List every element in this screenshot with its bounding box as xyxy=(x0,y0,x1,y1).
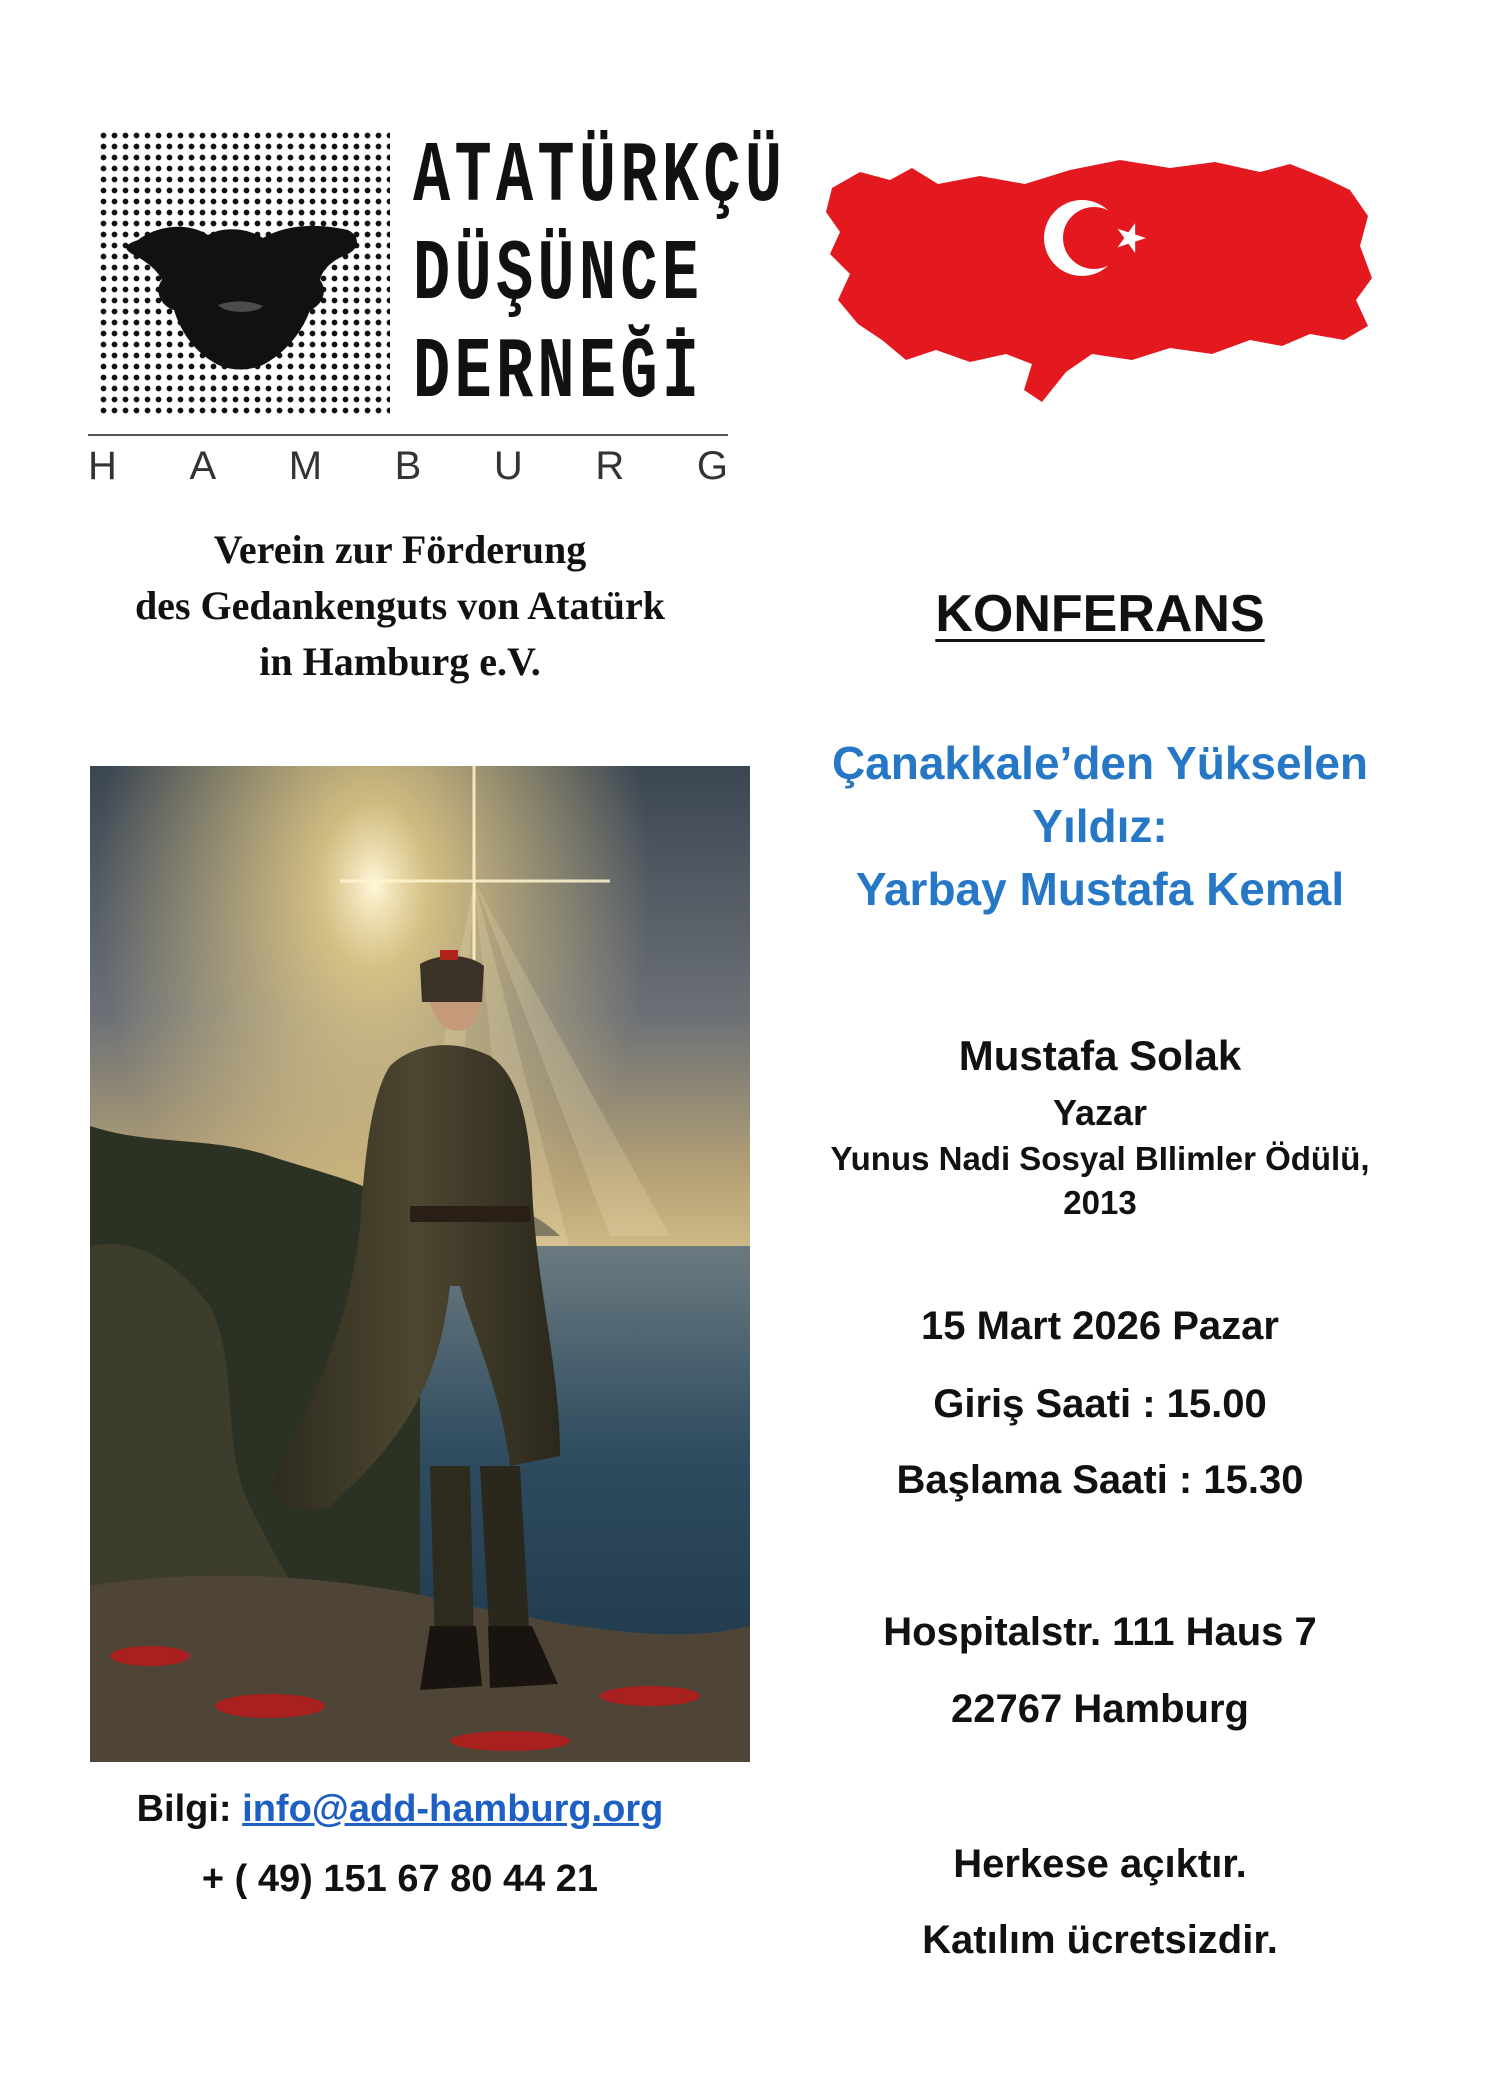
venue-street: Hospitalstr. 111 Haus 7 xyxy=(883,1610,1317,1654)
logo-city-letter: A xyxy=(189,444,217,488)
association-logo xyxy=(88,118,787,490)
talk-title xyxy=(800,732,1400,921)
logo-city-letter: G xyxy=(696,444,728,488)
logo-divider xyxy=(88,434,728,436)
event-date: 15 Mart 2026 Pazar xyxy=(920,1304,1279,1348)
open-to-all-note: Herkese açıktır. xyxy=(953,1842,1247,1886)
logo-city-letter: M xyxy=(288,444,323,488)
soldier-cliff-illustration xyxy=(90,766,750,1762)
talk-title-line-3: Yarbay Mustafa Kemal xyxy=(855,863,1345,915)
logo-city-letter: R xyxy=(595,444,625,488)
start-time: Başlama Saati : 15.30 xyxy=(896,1458,1304,1502)
talk-title-line-2: Yıldız: xyxy=(1032,800,1168,852)
logo-wordmark xyxy=(413,128,787,422)
contact-label: Bilgi: xyxy=(136,1788,232,1830)
logo-city-letter: B xyxy=(394,444,422,488)
contact-email-link[interactable]: info@add-hamburg.org xyxy=(242,1788,664,1830)
ataturk-silhouette-icon xyxy=(98,130,390,418)
crescent-inner xyxy=(1063,207,1125,269)
logo-city-letter: U xyxy=(493,444,523,488)
logo-city xyxy=(88,444,728,489)
contact-phone: + ( 49) 151 67 80 44 21 xyxy=(201,1858,599,1900)
association-name xyxy=(60,522,740,690)
venue-city: 22767 Hamburg xyxy=(951,1687,1249,1731)
association-line-3: in Hamburg e.V. xyxy=(259,639,541,684)
turkey-flag-map xyxy=(820,150,1380,410)
logo-line-3: DERNEĞİ xyxy=(413,324,704,422)
speaker-name: Mustafa Solak xyxy=(958,1032,1242,1079)
conference-heading-text: KONFERANS xyxy=(935,585,1265,643)
award-line-1: Yunus Nadi Sosyal BIlimler Ödülü, xyxy=(830,1140,1370,1177)
award-line-2: 2013 xyxy=(1063,1184,1137,1221)
logo-line-2: DÜŞÜNCE xyxy=(413,226,704,324)
logo-city-letter: H xyxy=(88,444,117,488)
logo-line-1: ATATÜRKÇÜ xyxy=(413,128,787,226)
free-entry-note: Katılım ücretsizdir. xyxy=(922,1918,1278,1962)
contact-info xyxy=(60,1788,740,1831)
association-line-1: Verein zur Förderung xyxy=(213,527,587,572)
entry-time: Giriş Saati : 15.00 xyxy=(933,1382,1267,1426)
talk-title-line-1: Çanakkale’den Yükselen xyxy=(831,737,1369,789)
speaker-role: Yazar xyxy=(1052,1092,1148,1133)
conference-heading xyxy=(800,584,1400,644)
association-line-2: des Gedankenguts von Atatürk xyxy=(134,583,666,628)
speaker-award xyxy=(800,1137,1400,1225)
